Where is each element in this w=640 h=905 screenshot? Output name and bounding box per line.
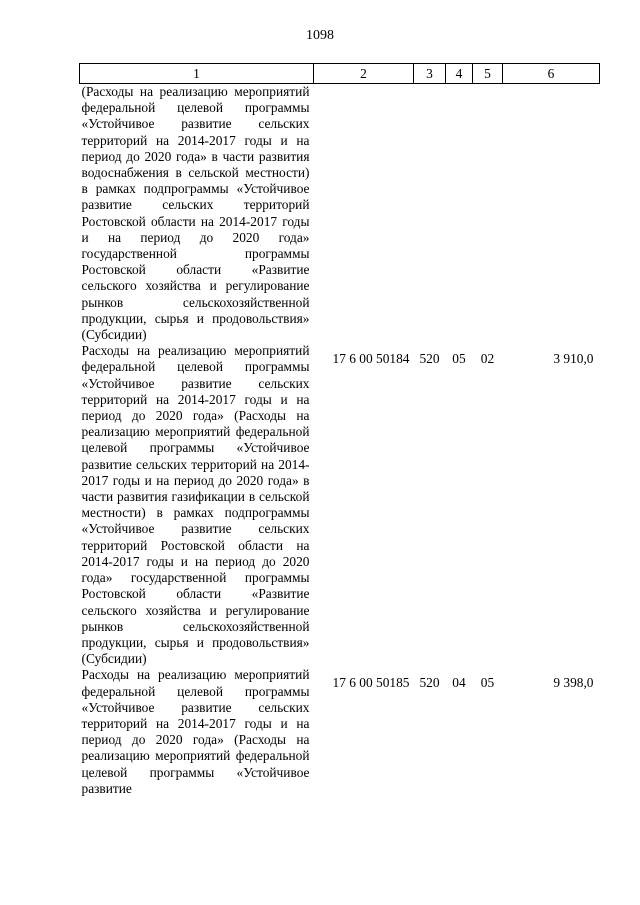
row-section	[446, 84, 473, 344]
column-header-subsection: 5	[473, 64, 503, 84]
row-section: 05	[452, 351, 466, 367]
row-subsection: 05	[480, 675, 495, 691]
budget-table	[79, 63, 600, 797]
table-header-row	[80, 64, 600, 84]
row-description: Расходы на реализацию мероприятий федеральной целевой программы «Устойчивое развитие сельских территорий на 2014-2017 годы и на период до 2020 года» (Расходы на реализацию мероприятий федеральной целевой программы «Устойчивое развитие сельских территорий на 2014-2017 годы и на период до 2020 года» в части развития газификации в сельской местности) в рамках подпрограммы «Устойчивое развитие сельских территорий Ростовской области на 2014-2017 годы и на период до 2020 года» государственной программы Ростовской области «Развитие сельского хозяйства и регулирование рынков сельскохозяйственной продукции, сырья и продовольствия» (Субсидии)	[81, 343, 310, 667]
row-code	[314, 84, 414, 344]
page-number: 1098	[306, 28, 334, 43]
column-header-description: 1	[80, 64, 314, 84]
column-header-vr: 3	[414, 64, 446, 84]
column-header-section: 4	[446, 64, 473, 84]
row-code: 17 6 00 50185	[332, 675, 410, 691]
row-description: (Расходы на реализацию мероприятий федеральной целевой программы «Устойчивое развитие сельских территорий на 2014-2017 годы и на период до 2020 года» в части развития водоснабжения в сельской местности) в рамках подпрограммы «Устойчивое развитие сельских территорий Ростовской области на 2014-2017 годы и на период до 2020 года» государственной программы Ростовской области «Развитие сельского хозяйства и регулирование рынков сельскохозяйственной продукции, сырья и продовольствия» (Субсидии)	[81, 84, 310, 343]
column-header-code: 2	[314, 64, 414, 84]
row-vr	[414, 84, 446, 344]
row-subsection: 02	[480, 351, 495, 367]
row-code: 17 6 00 50184	[332, 351, 410, 367]
row-amount: 9 398,0	[553, 675, 594, 691]
row-description: Расходы на реализацию мероприятий федеральной целевой программы «Устойчивое развитие сельских территорий на 2014-2017 годы и на период до 2020 года» (Расходы на реализацию мероприятий федеральной целевой программы «Устойчивое развитие	[81, 667, 310, 796]
row-subsection	[473, 84, 503, 344]
row-amount	[503, 84, 600, 344]
table-row	[80, 667, 600, 797]
row-amount: 3 910,0	[553, 351, 594, 367]
row-vr: 520	[419, 351, 440, 367]
row-section: 04	[452, 675, 466, 691]
table-row	[80, 84, 600, 344]
row-vr: 520	[419, 675, 440, 691]
table-row	[80, 343, 600, 667]
column-header-amount: 6	[503, 64, 600, 84]
